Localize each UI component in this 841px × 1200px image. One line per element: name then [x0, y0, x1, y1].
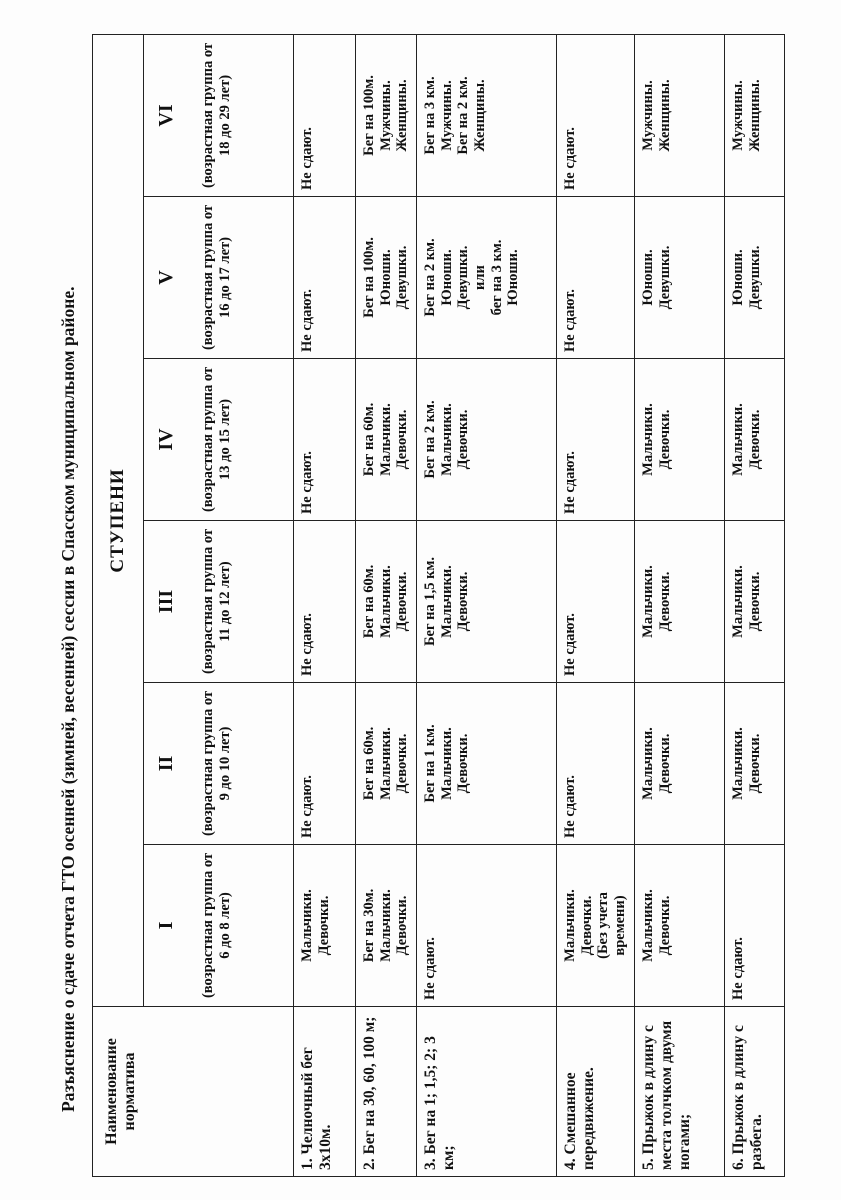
cell-line: Не сдают. — [562, 775, 579, 838]
table-cell — [725, 683, 785, 845]
cell-line: Бег на 2 км. — [422, 400, 439, 479]
norm-name: 6. Прыжок в длину с разбега. — [725, 1007, 785, 1177]
cell-line: Женщины. — [394, 79, 411, 152]
cell-line: Не сдают. — [422, 937, 439, 1000]
cell-line: Мальчики. — [377, 889, 394, 962]
table-cell — [557, 521, 635, 683]
table-cell — [635, 197, 725, 359]
table-cell — [725, 521, 785, 683]
cell-line: Бег на 100м. — [361, 237, 377, 318]
table-cell — [356, 845, 417, 1007]
cell-line: Мальчики. — [438, 727, 455, 800]
cell-line: времени) — [612, 895, 629, 956]
cell-line: Девочки. — [746, 409, 763, 470]
table-cell — [635, 683, 725, 845]
stage-number: II — [155, 755, 177, 772]
table-cell — [725, 197, 785, 359]
table-cell — [635, 359, 725, 521]
cell-line: Мужчины. — [438, 80, 455, 151]
cell-line: Не сдают. — [730, 937, 747, 1000]
cell-line: Мальчики. — [562, 889, 579, 962]
table-cell — [417, 521, 557, 683]
cell-line: Девушки. — [656, 245, 673, 310]
cell-line: Бег на 1,5 км. — [422, 556, 439, 647]
cell-line: Не сдают. — [299, 451, 315, 514]
cell-line: Мальчики. — [299, 889, 315, 962]
table-row — [356, 34, 417, 1176]
norm-name: 5. Прыжок в длину с места толчком двумя ногами; — [635, 1007, 725, 1177]
table-cell — [356, 34, 417, 196]
table-cell — [417, 197, 557, 359]
table-cell — [557, 845, 635, 1007]
cell-line: Девочки. — [578, 895, 595, 956]
cell-line: Не сдают. — [299, 613, 315, 676]
norm-name: 3. Бег на 1; 1,5; 2; 3 км; — [417, 1007, 557, 1177]
table-cell — [635, 845, 725, 1007]
cell-line: Девочки. — [394, 409, 411, 470]
table-cell — [725, 359, 785, 521]
cell-line: Мальчики. — [438, 565, 455, 638]
stage-header-5 — [144, 197, 294, 359]
cell-line: Девушки. — [455, 245, 472, 310]
table-cell — [417, 845, 557, 1007]
stage-number: III — [155, 589, 177, 614]
cell-line: Не сдают. — [562, 613, 579, 676]
cell-line: Юноши. — [377, 249, 394, 306]
cell-line: Мальчики. — [640, 889, 657, 962]
cell-line: Мужчины. — [730, 80, 747, 151]
table-cell — [417, 34, 557, 196]
table-cell — [557, 683, 635, 845]
cell-line: Не сдают. — [299, 775, 315, 838]
table-row — [725, 34, 785, 1176]
table-row — [417, 34, 557, 1176]
stage-number: V — [155, 270, 177, 285]
cell-line: Женщины. — [656, 79, 673, 152]
table-cell — [294, 197, 356, 359]
cell-line: Мальчики. — [438, 403, 455, 476]
stage-number: IV — [155, 428, 177, 451]
table-cell — [294, 845, 356, 1007]
cell-line: Мужчины. — [377, 80, 394, 151]
cell-line: Не сдают. — [299, 127, 315, 190]
name-column-header: Наименование норматива — [93, 1007, 294, 1177]
cell-line: Мальчики. — [730, 565, 747, 638]
cell-line: Юноши. — [730, 249, 747, 306]
cell-line: Бег на 60м. — [361, 564, 377, 639]
cell-line: Бег на 30м. — [361, 888, 377, 963]
cell-line: Девочки. — [656, 895, 673, 956]
gto-norms-table — [92, 34, 785, 1177]
cell-line: Юноши. — [505, 249, 522, 306]
table-cell — [294, 683, 356, 845]
stage-number: VI — [155, 104, 177, 127]
cell-line: Мальчики. — [730, 403, 747, 476]
table-cell — [294, 521, 356, 683]
table-cell — [725, 34, 785, 196]
cell-line: Девушки. — [746, 245, 763, 310]
cell-line: Девочки. — [394, 733, 411, 794]
norm-name: 1. Челночный бег 3х10м. — [294, 1007, 356, 1177]
stage-header-3 — [144, 521, 294, 683]
cell-line: Девочки. — [315, 895, 332, 956]
table-cell — [356, 359, 417, 521]
table-cell — [635, 34, 725, 196]
cell-line: Не сдают. — [562, 127, 579, 190]
page-title: Разъяснение о сдаче отчета ГТО осенней (зимней, весенней) сессии в Спасском муниципальном районе. — [58, 286, 78, 1112]
cell-line: Бег на 2 км. — [455, 76, 472, 155]
cell-line: Бег на 2 км. — [422, 238, 439, 317]
stage-header-2 — [144, 683, 294, 845]
table-cell — [557, 34, 635, 196]
cell-line: Не сдают. — [562, 451, 579, 514]
cell-line: Мальчики. — [377, 565, 394, 638]
cell-line: бег на 3 км. — [488, 239, 505, 316]
cell-line: Девочки. — [455, 409, 472, 470]
cell-line: Девочки. — [656, 409, 673, 470]
cell-line: Бег на 100м. — [361, 75, 377, 156]
stage-header-4 — [144, 359, 294, 521]
cell-line: Мальчики. — [640, 565, 657, 638]
table-cell — [294, 34, 356, 196]
table-row — [635, 34, 725, 1176]
cell-line: Мальчики. — [377, 403, 394, 476]
stage-age-range: (возрастная группа от 9 до 10 лет) — [200, 690, 233, 837]
cell-line: Девочки. — [656, 571, 673, 632]
cell-line: Девочки. — [656, 733, 673, 794]
cell-line: или — [472, 265, 489, 290]
cell-line: Девочки. — [455, 571, 472, 632]
cell-line: Мальчики. — [377, 727, 394, 800]
table-cell — [725, 845, 785, 1007]
stage-header-1 — [144, 845, 294, 1007]
cell-line: Девушки. — [394, 245, 411, 310]
cell-line: Мальчики. — [640, 727, 657, 800]
cell-line: Не сдают. — [562, 289, 579, 352]
table-cell — [557, 197, 635, 359]
gto-table-wrapper — [92, 35, 777, 1177]
cell-line: (Без учета — [595, 892, 612, 959]
table-row — [557, 34, 635, 1176]
table-cell — [635, 521, 725, 683]
norm-name: 4. Смешанное передвижение. — [557, 1007, 635, 1177]
cell-line: Мальчики. — [730, 727, 747, 800]
cell-line: Женщины. — [746, 79, 763, 152]
cell-line: Мальчики. — [640, 403, 657, 476]
cell-line: Женщины. — [472, 79, 489, 152]
table-cell — [417, 683, 557, 845]
cell-line: Девочки. — [455, 733, 472, 794]
cell-line: Бег на 3 км. — [422, 76, 439, 155]
norm-name: 2. Бег на 30, 60, 100 м; — [356, 1007, 417, 1177]
table-cell — [356, 521, 417, 683]
table-cell — [557, 359, 635, 521]
stages-header: СТУПЕНИ — [93, 34, 144, 1006]
stage-age-range: (возрастная группа от 11 до 12 лет) — [200, 528, 233, 675]
cell-line: Не сдают. — [299, 289, 315, 352]
table-cell — [356, 683, 417, 845]
cell-line: Бег на 1 км. — [422, 724, 439, 803]
table-cell — [356, 197, 417, 359]
table-cell — [417, 359, 557, 521]
stage-age-range: (возрастная группа от 13 до 15 лет) — [200, 366, 233, 513]
cell-line: Девочки. — [746, 571, 763, 632]
cell-line: Бег на 60м. — [361, 402, 377, 477]
stage-number: I — [155, 921, 177, 930]
stage-age-range: (возрастная группа от 16 до 17 лет) — [200, 204, 233, 351]
cell-line: Юноши. — [640, 249, 657, 306]
cell-line: Мужчины. — [640, 80, 657, 151]
stage-header-6 — [144, 34, 294, 196]
table-cell — [294, 359, 356, 521]
stage-age-range: (возрастная группа от 6 до 8 лет) — [200, 852, 233, 999]
cell-line: Девочки. — [394, 571, 411, 632]
cell-line: Девочки. — [394, 895, 411, 956]
cell-line: Бег на 60м. — [361, 726, 377, 801]
table-row — [294, 34, 356, 1176]
cell-line: Девочки. — [746, 733, 763, 794]
cell-line: Юноши. — [438, 249, 455, 306]
stage-age-range: (возрастная группа от 18 до 29 лет) — [200, 42, 233, 188]
